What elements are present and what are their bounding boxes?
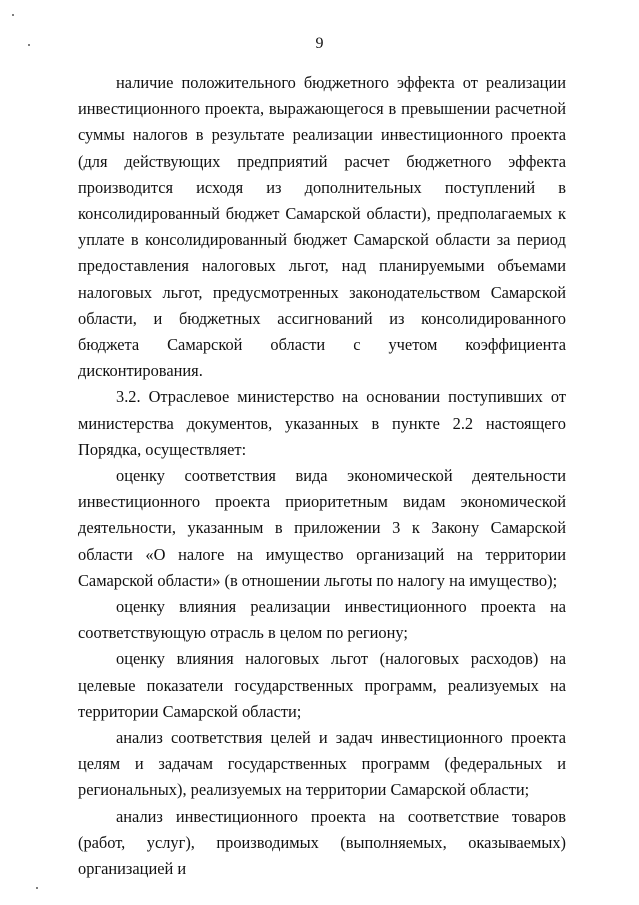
paragraph-budget-effect: наличие положительного бюджетного эффекта от реализации инвестиционного проекта, выражающегося в превышении расчетной суммы налогов в результате реализации инвестиционного проекта (для действующих предприятий расчет бюджетного эффекта производится исходя из дополнительных поступлений в консолидированный бюджет Самарской области), предполагаемых к уплате в консолидированный бюджет Самарской области за период предоставления налоговых льгот, над планируемыми объемами налоговых льгот, предусмотренных законодательством Самарской области, и бюджетных ассигнований из консолидированного бюджета Самарской области с учетом коэффициента дисконтирования. [78, 73, 566, 381]
body-text [78, 70, 566, 882]
paragraph-section-3-2: 3.2. Отраслевое министерство на основании поступивших от министерства документов, указанных в пункте 2.2 настоящего Порядка, осуществляет: [78, 387, 566, 459]
paragraph-activity-assessment: оценку соответствия вида экономической деятельности инвестиционного проекта приоритетным видам экономической деятельности, указанным в приложении 3 к Закону Самарской области «О налоге на имущество организаций на территории Самарской области» (в отношении льготы по налогу на имущество); [78, 466, 566, 590]
scan-speck [36, 887, 38, 889]
paragraph-goals-analysis: анализ соответствия целей и задач инвестиционного проекта целям и задачам государственных программ (федеральных и региональных), реализуемых на территории Самарской области; [78, 728, 566, 800]
paragraph-tax-benefit-impact: оценку влияния налоговых льгот (налоговых расходов) на целевые показатели государственных программ, реализуемых на территории Самарской области; [78, 649, 566, 721]
paragraph-products-analysis: анализ инвестиционного проекта на соответствие товаров (работ, услуг), производимых (выполняемых, оказываемых) организацией и [78, 806, 566, 879]
page-number: 9 [315, 35, 324, 52]
scan-speck [12, 14, 14, 16]
scan-speck [28, 44, 30, 46]
paragraph-industry-impact: оценку влияния реализации инвестиционного проекта на соответствующую отрасль в целом по региону; [78, 597, 566, 643]
